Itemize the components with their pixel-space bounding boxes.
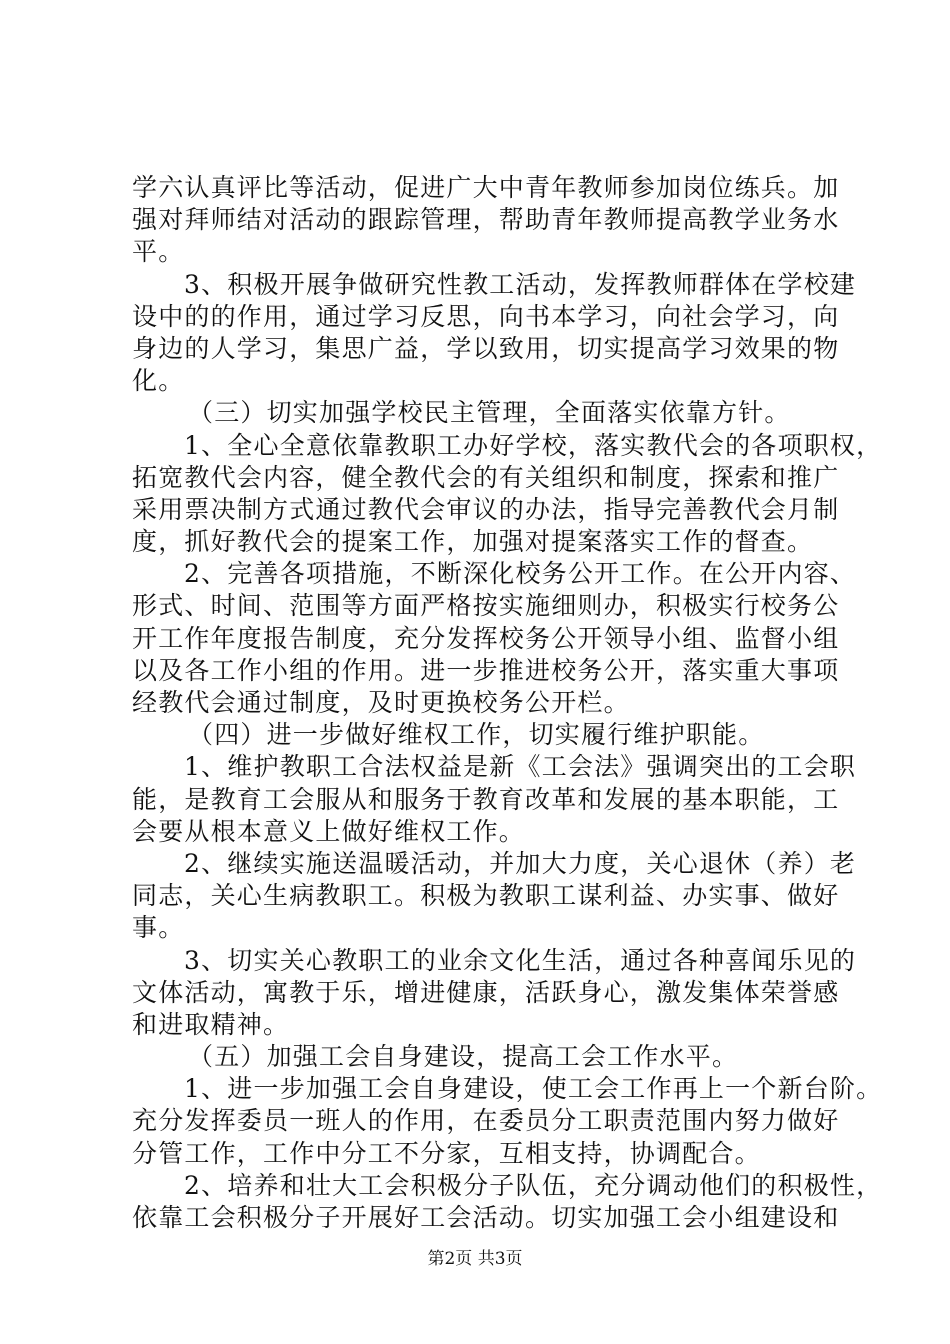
- text-line: 会要从根本意义上做好维权工作。: [132, 816, 526, 846]
- text-line: 化。: [132, 366, 185, 396]
- text-line: 2、培养和壮大工会积极分子队伍，充分调动他们的积极性，: [184, 1170, 883, 1200]
- text-line: 2、完善各项措施，不断深化校务公开工作。在公开内容、: [184, 559, 857, 589]
- text-line: 开工作年度报告制度，充分发挥校务公开领导小组、监督小组: [132, 623, 840, 653]
- text-line: 设中的的作用，通过学习反思，向书本学习，向社会学习，向: [132, 301, 840, 331]
- text-line: 依靠工会积极分子开展好工会活动。切实加强工会小组建设和: [132, 1203, 840, 1232]
- text-line: 强对拜师结对活动的跟踪管理，帮助青年教师提高教学业务水: [132, 205, 840, 235]
- page-footer: 第2页 共3页: [427, 1249, 523, 1269]
- text-line: 拓宽教代会内容，健全教代会的有关组织和制度，探索和推广: [132, 462, 840, 492]
- text-line: 以及各工作小组的作用。进一步推进校务公开，落实重大事项: [132, 655, 840, 685]
- text-line: 3、积极开展争做研究性教工活动，发挥教师群体在学校建: [184, 269, 857, 299]
- text-line: 事。: [132, 913, 185, 943]
- text-line: 文体活动，寓教于乐，增进健康，活跃身心，激发集体荣誉感: [132, 977, 840, 1007]
- text-line: 身边的人学习，集思广益，学以致用，切实提高学习效果的物: [132, 333, 840, 363]
- document-body: [132, 172, 883, 1234]
- text-line: 3、切实关心教职工的业余文化生活，通过各种喜闻乐见的: [184, 945, 857, 975]
- text-line: 同志，关心生病教职工。积极为教职工谋利益、办实事、做好: [132, 881, 840, 911]
- text-line: （三）切实加强学校民主管理，全面落实依靠方针。: [188, 398, 791, 428]
- text-line: 采用票决制方式通过教代会审议的办法，指导完善教代会月制: [132, 494, 840, 524]
- text-line: 充分发挥委员一班人的作用，在委员分工职责范围内努力做好: [132, 1106, 840, 1136]
- text-line: 学六认真评比等活动，促进广大中青年教师参加岗位练兵。加: [132, 173, 840, 202]
- text-line: 和进取精神。: [132, 1009, 290, 1039]
- text-line: 能，是教育工会服从和服务于教育改革和发展的基本职能，工: [132, 784, 840, 814]
- text-line: （四）进一步做好维权工作，切实履行维护职能。: [188, 720, 765, 750]
- text-line: 1、全心全意依靠教职工办好学校，落实教代会的各项职权，: [184, 430, 883, 460]
- text-line: 度，抓好教代会的提案工作，加强对提案落实工作的督查。: [132, 527, 814, 557]
- text-line: 经教代会通过制度，及时更换校务公开栏。: [132, 688, 630, 717]
- text-line: 1、维护教职工合法权益是新《工会法》强调突出的工会职: [184, 752, 857, 782]
- text-line: 1、进一步加强工会自身建设，使工会工作再上一个新台阶。: [184, 1074, 883, 1104]
- text-line: 2、继续实施送温暖活动，并加大力度，关心退休（养）老: [184, 848, 857, 878]
- text-line: 平。: [132, 237, 185, 267]
- text-line: 形式、时间、范围等方面严格按实施细则办，积极实行校务公: [132, 591, 840, 621]
- text-line: 分管工作，工作中分工不分家，互相支持，协调配合。: [132, 1138, 761, 1168]
- text-line: （五）加强工会自身建设，提高工会工作水平。: [188, 1042, 739, 1072]
